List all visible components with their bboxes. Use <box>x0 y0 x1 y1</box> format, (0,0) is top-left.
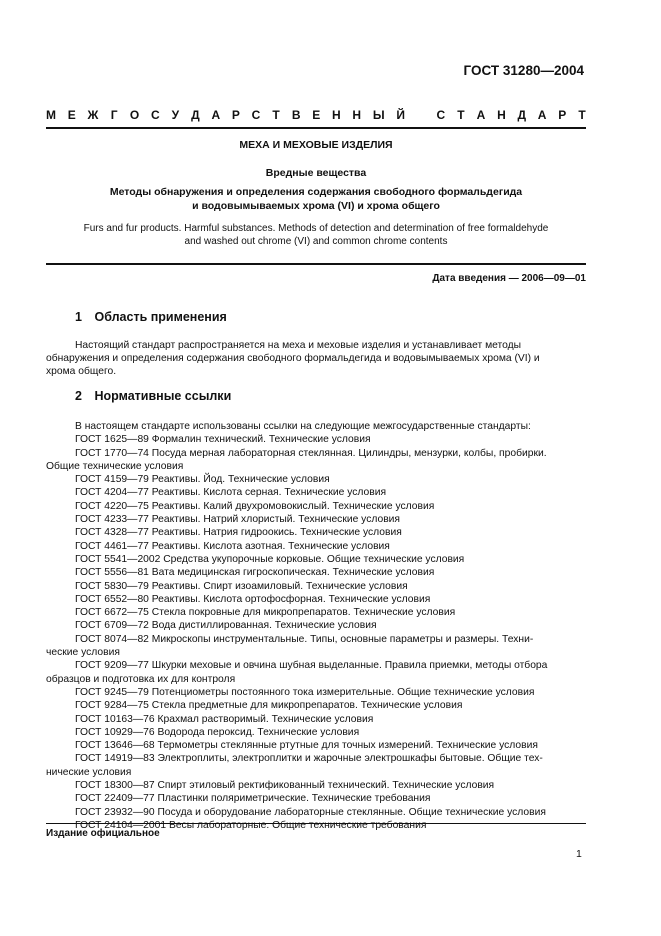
interstate-letter: Г <box>110 108 118 122</box>
interstate-letter: А <box>476 108 486 122</box>
interstate-letter: Р <box>231 108 240 122</box>
interstate-letter: Т <box>272 108 280 122</box>
interstate-letter: Е <box>67 108 76 122</box>
reference-line: ГОСТ 24104—2001 Весы лабораторные. Общие технические требования <box>75 819 427 831</box>
english-title-line: Furs and fur products. Harmful substances. Methods of detection and determination of free formaldehyde <box>83 223 549 234</box>
normative-references-list <box>46 420 586 832</box>
interstate-letter: Ы <box>372 108 385 122</box>
interstate-letter: С <box>251 108 261 122</box>
interstate-letter: С <box>150 108 160 122</box>
interstate-letter: Й <box>396 108 405 122</box>
reference-line: ГОСТ 9284—75 Стекла предметные для микропрепаратов. Технические условия <box>75 700 463 712</box>
interstate-letter: Н <box>497 108 506 122</box>
interstate-letter: Н <box>352 108 362 122</box>
reference-line: ГОСТ 6672—75 Стекла покровные для микропрепаратов. Технические условия <box>75 607 456 619</box>
reference-line: ГОСТ 4233—77 Реактивы. Натрий хлористый. Технические условия <box>75 514 400 526</box>
interstate-letter <box>417 108 425 122</box>
methods-title <box>46 185 586 213</box>
reference-line: ГОСТ 1770—74 Посуда мерная лабораторная стеклянная. Цилиндры, мензурки, колбы, пробирки. <box>75 447 547 459</box>
paragraph-line: хрома общего. <box>46 366 117 377</box>
reference-line: ГОСТ 4328—77 Реактивы. Натрия гидроокись. Технические условия <box>75 527 402 539</box>
reference-line: ГОСТ 5830—79 Реактивы. Спирт изоамиловый. Технические условия <box>75 580 408 592</box>
reference-line: образцов и подготовка их для контроля <box>46 673 236 685</box>
section-1-heading <box>75 310 227 324</box>
reference-line: В настоящем стандарте использованы ссылки на следующие межгосударственные стандарты: <box>75 421 531 432</box>
interstate-letter: А <box>537 108 547 122</box>
interstate-letter: Н <box>332 108 341 122</box>
reference-line: ГОСТ 10929—76 Водорода пероксид. Технические условия <box>75 726 360 738</box>
reference-line: ГОСТ 22409—77 Пластинки поляриметрические. Технические требования <box>75 793 431 805</box>
reference-line: ГОСТ 6709—72 Вода дистиллированная. Технические условия <box>75 620 377 632</box>
english-title-line: and washed out chrome (VI) and common chrome contents <box>184 236 448 247</box>
interstate-letter: Т <box>457 108 465 122</box>
interstate-standard-label <box>46 108 586 122</box>
paragraph-line: обнаружения и определения содержания свободного формальдегида и водовымываемых хрома (VI) и <box>46 353 540 364</box>
interstate-letter: С <box>436 108 446 122</box>
reference-line: ГОСТ 23932—90 Посуда и оборудование лабораторные стеклянные. Общие технические условия <box>75 806 546 818</box>
introduction-date: Дата введения — 2006—09—01 <box>432 273 586 284</box>
reference-line: ГОСТ 5556—81 Вата медицинская гигроскопическая. Технические условия <box>75 567 435 579</box>
section-title: Область применения <box>94 310 227 324</box>
interstate-letter: А <box>211 108 221 122</box>
methods-title-line: и водовымываемых хрома (VI) и хрома общего <box>192 200 440 212</box>
reference-line: ГОСТ 9245—79 Потенциометры постоянного тока измерительные. Общие технические условия <box>75 686 535 698</box>
page-number: 1 <box>576 848 582 860</box>
footer-rule <box>46 823 586 824</box>
reference-line: ГОСТ 4159—79 Реактивы. Йод. Технические условия <box>75 474 330 486</box>
reference-line: ГОСТ 13646—68 Термометры стеклянные ртутные для точных измерений. Технические условия <box>75 740 538 752</box>
reference-line: ГОСТ 4461—77 Реактивы. Кислота азотная. Технические условия <box>75 540 390 552</box>
reference-line: ГОСТ 4220—75 Реактивы. Калий двухромовокислый. Технические условия <box>75 500 435 512</box>
methods-title-line: Методы обнаружения и определения содержания свободного формальдегида <box>109 186 523 198</box>
reference-line: ГОСТ 9209—77 Шкурки меховые и овчина шубная выделанные. Правила приемки, методы отбора <box>75 660 548 672</box>
reference-line: ГОСТ 8074—82 Микроскопы инструментальные. Типы, основные параметры и размеры. Техни- <box>75 633 534 645</box>
reference-line: ГОСТ 18300—87 Спирт этиловый ректификованный технический. Технические условия <box>75 780 495 792</box>
reference-line: ГОСТ 14919—83 Электроплиты, электроплитки и жарочные электрошкафы бытовые. Общие тех- <box>75 753 543 765</box>
official-edition-label: Издание официальное <box>46 828 160 839</box>
section-number: 1 <box>75 310 82 324</box>
reference-line: ческие условия <box>46 647 120 659</box>
section-2-heading <box>75 389 231 403</box>
section-number: 2 <box>75 389 82 403</box>
reference-line: Общие технические условия <box>46 460 184 472</box>
reference-line: ГОСТ 4204—77 Реактивы. Кислота серная. Технические условия <box>75 487 387 499</box>
interstate-letter: Е <box>312 108 321 122</box>
document-title: МЕХА И МЕХОВЫЕ ИЗДЕЛИЯ <box>239 139 393 151</box>
top-rule <box>46 127 586 129</box>
reference-line: нические условия <box>46 766 132 778</box>
interstate-letter: В <box>291 108 301 122</box>
interstate-letter: Т <box>578 108 586 122</box>
standard-code: ГОСТ 31280—2004 <box>463 63 584 78</box>
reference-line: ГОСТ 5541—2002 Средства укупорочные корковые. Общие технические условия <box>75 553 465 565</box>
interstate-letter: Ж <box>87 108 99 122</box>
document-subtitle: Вредные вещества <box>265 167 367 179</box>
section-1-body <box>46 339 586 378</box>
reference-line: ГОСТ 10163—76 Крахмал растворимый. Технические условия <box>75 713 374 725</box>
reference-line: ГОСТ 1625—89 Формалин технический. Технические условия <box>75 434 371 446</box>
interstate-letter: Д <box>191 108 200 122</box>
section-title: Нормативные ссылки <box>94 389 232 403</box>
interstate-letter: Д <box>517 108 527 122</box>
english-title <box>46 222 586 248</box>
reference-line: ГОСТ 6552—80 Реактивы. Кислота ортофосфорная. Технические условия <box>75 593 431 605</box>
interstate-letter: У <box>171 108 180 122</box>
interstate-letter: Р <box>558 108 567 122</box>
title-rule <box>46 263 586 265</box>
interstate-letter: М <box>46 108 56 122</box>
paragraph-line: Настоящий стандарт распространяется на меха и меховые изделия и устанавливает методы <box>75 340 522 351</box>
interstate-letter: О <box>129 108 140 122</box>
